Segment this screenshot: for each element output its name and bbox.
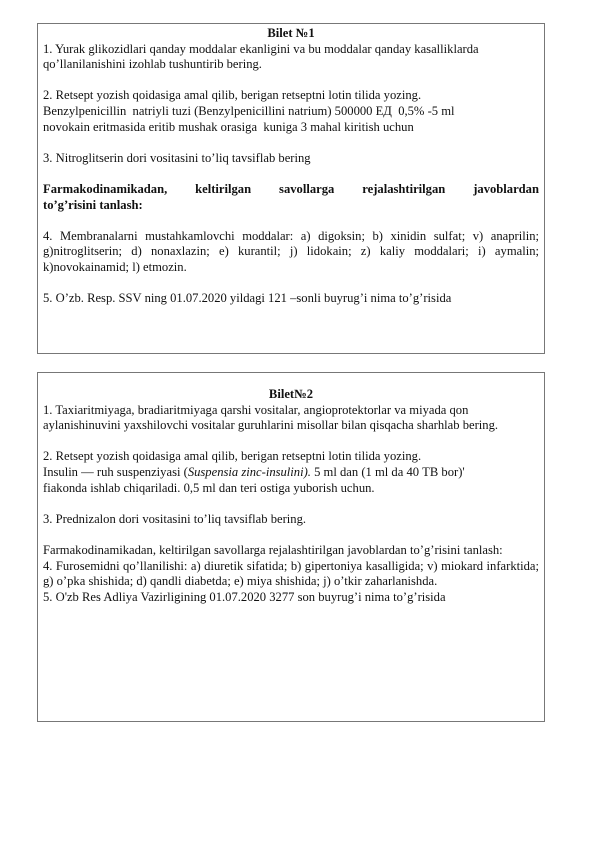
ticket-2-question-2-line-1: 2. Retsept yozish qoidasiga amal qilib, berigan retseptni lotin tilida yozing. bbox=[43, 449, 422, 464]
ticket-2-title: Bilet№2 bbox=[268, 387, 314, 401]
ticket-1-question-1-line-2: qo’llanilanishini izohlab tushuntirib bering. bbox=[43, 57, 262, 72]
ticket-1-section-heading-line-2: to’g’risini tanlash: bbox=[43, 197, 143, 212]
ticket-1-question-4: 4. Membranalarni mustahkamlovchi moddalar: a) digoksin; b) xinidin sulfat; v) anaprilin; g)nitroglitserin; d) nonaxlazin; e) kurantil; j) lidokain; z) kaliy moddalari; i) aymalin; k)novokainamid; l) etmozin. bbox=[43, 228, 539, 274]
ticket-1-question-5: 5. O’zb. Resp. SSV ning 01.07.2020 yildagi 121 –sonli buyrug’i nima to’g’risida bbox=[43, 291, 452, 306]
ticket-2-question-3: 3. Prednizalon dori vositasini to’liq tavsiflab bering. bbox=[43, 511, 307, 526]
ticket-2-question-2-latin-name: Suspensia zinc-insulini). bbox=[187, 464, 311, 479]
ticket-1-question-1-line-1: 1. Yurak glikozidlari qanday moddalar ekanligini va bu moddalar qanday kasalliklarda bbox=[43, 41, 479, 56]
heading-word: Farmakodinamikadan, bbox=[43, 181, 168, 196]
ticket-1-question-2-line-3: novokain eritmasida eritib mushak orasiga kuniga 3 mahal kiritish uchun bbox=[43, 119, 414, 134]
ticket-2-question-1: 1. Taxiaritmiyaga, bradiaritmiyaga qarshi vositalar, angioprotektorlar va miyada qon aylanishinuvini yaxshilovchi vositalar guruhlarini misollar bilan qisqacha sharhlab bering. bbox=[43, 402, 499, 433]
ticket-2-question-2-line-2 bbox=[43, 465, 539, 481]
heading-word: javoblardan bbox=[473, 181, 539, 196]
ticket-1-section-heading-line-1 bbox=[43, 182, 539, 198]
heading-word: keltirilgan bbox=[195, 181, 252, 196]
ticket-1-question-2-line-1: 2. Retsept yozish qoidasiga amal qilib, berigan retseptni lotin tilida yozing. bbox=[43, 88, 422, 103]
ticket-2-question-5: 5. O'zb Res Adliya Vazirligining 01.07.2020 3277 son buyrug’i nima to’g’risida bbox=[43, 589, 446, 604]
ticket-1-question-2-line-2: Benzylpenicillin natriyli tuzi (Benzylpenicillini natrium) 500000 ЕД 0,5% -5 ml bbox=[43, 103, 455, 118]
ticket-2-question-2-text: Insulin — ruh suspenziyasi ( bbox=[43, 464, 188, 479]
ticket-1-question-3: 3. Nitroglitserin dori vositasini to’liq tavsiflab bering bbox=[43, 150, 311, 165]
ticket-2-question-4: 4. Furosemidni qo’llanilishi: a) diuretik sifatida; b) gipertoniya kasalligida; v) miokard infarktida; g) o’pka shishida; d) qandli diabetda; e) miya shishida; j) o’tkir zaharlanishda. bbox=[43, 558, 539, 589]
heading-word: rejalashtirilgan bbox=[362, 181, 446, 196]
ticket-2 bbox=[37, 372, 545, 722]
ticket-2-section-heading: Farmakodinamikadan, keltirilgan savollarga rejalashtirilgan javoblardan to’g’risini tanlash: bbox=[43, 542, 503, 557]
ticket-1-title: Bilet №1 bbox=[267, 26, 315, 40]
ticket-2-question-2-line-3: fiakonda ishlab chiqariladi. 0,5 ml dan teri ostiga yuborish uchun. bbox=[43, 480, 375, 495]
heading-word: savollarga bbox=[279, 181, 335, 196]
ticket-2-question-2-dose: 5 ml dan (1 ml da 40 ТВ bor)' bbox=[310, 464, 465, 479]
ticket-1 bbox=[37, 23, 545, 354]
